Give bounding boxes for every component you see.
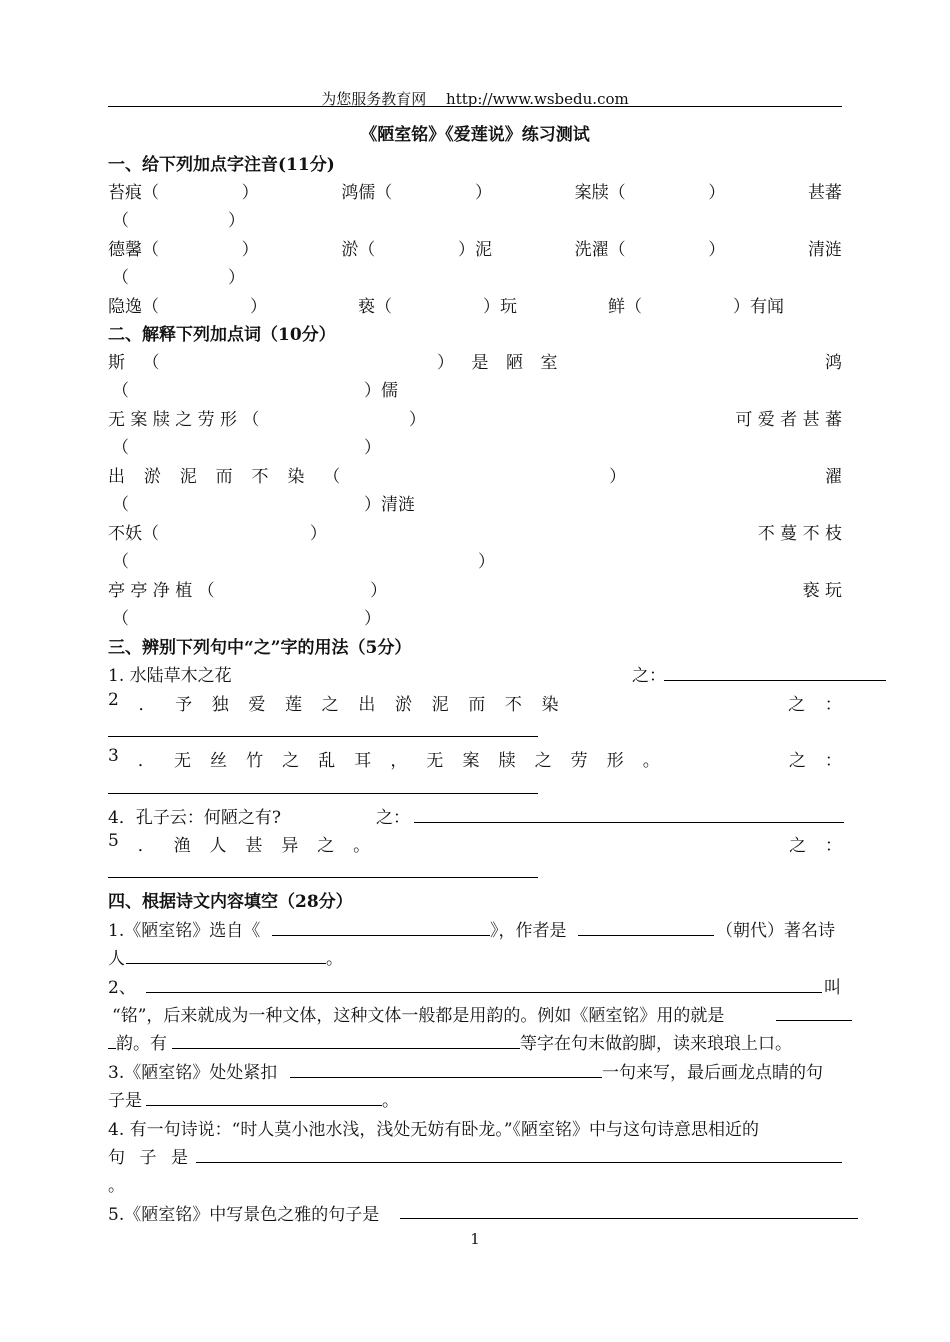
text: 不妖（ xyxy=(108,524,159,544)
text: ． xyxy=(137,751,155,771)
text: 子是 xyxy=(108,1091,142,1111)
explain-row-1 xyxy=(108,348,842,373)
text: 室 xyxy=(540,353,558,373)
answer-blank[interactable] xyxy=(414,822,844,823)
text: 陋 xyxy=(506,353,523,373)
text: ） xyxy=(364,438,381,458)
explain-row-5 xyxy=(108,576,842,601)
text: 无 xyxy=(173,751,191,771)
answer-blank[interactable] xyxy=(108,736,538,737)
text: 1.《陋室铭》选自《 xyxy=(108,921,261,941)
zhi-q1: 1. 水陆草木之花 xyxy=(108,666,232,686)
answer-blank[interactable] xyxy=(108,877,538,878)
text: 耳 xyxy=(354,751,372,771)
text: 案牍（ xyxy=(574,183,626,203)
page-number: 1 xyxy=(470,1230,480,1248)
text: 是 xyxy=(171,1148,188,1168)
text: 不 xyxy=(251,467,269,487)
text: ） xyxy=(408,410,426,430)
text: 2、 xyxy=(108,978,136,998)
text: 2 xyxy=(108,690,119,710)
text: ）清涟 xyxy=(364,495,415,515)
text: 》，作者是 xyxy=(490,921,567,941)
text: 濯 xyxy=(825,467,842,487)
text: 不 xyxy=(504,695,522,715)
text: ） xyxy=(241,240,259,260)
answer-blank[interactable] xyxy=(108,1048,116,1049)
text: ） xyxy=(250,297,267,317)
text: 渔 xyxy=(173,836,191,856)
text: ： xyxy=(824,695,842,715)
text: 莲 xyxy=(285,695,303,715)
text: 独 xyxy=(211,695,229,715)
answer-blank[interactable] xyxy=(290,1077,602,1078)
section-1-heading: 一、给下列加点字注音(11分) xyxy=(108,155,335,175)
text: 清涟 xyxy=(807,240,842,260)
page-header: 为您服务教育网 http://www.wsbedu.com xyxy=(321,90,629,108)
answer-blank[interactable] xyxy=(172,1048,520,1049)
text: 无 xyxy=(426,751,444,771)
text: 叫 xyxy=(824,978,841,998)
text: 淤 xyxy=(394,695,412,715)
answer-blank[interactable] xyxy=(664,680,886,681)
text: （ xyxy=(142,353,160,373)
text: 子 xyxy=(139,1148,157,1168)
text: 淤（ xyxy=(341,240,376,260)
answer-blank[interactable] xyxy=(400,1218,858,1219)
text: 甚 xyxy=(245,836,263,856)
text: 竹 xyxy=(246,751,264,771)
text: （ xyxy=(323,467,341,487)
text: 之 xyxy=(788,751,806,771)
text: （ xyxy=(112,268,129,288)
text: ， xyxy=(390,751,408,771)
text: ） xyxy=(708,240,726,260)
text: 牍 xyxy=(498,751,516,771)
text: 之 xyxy=(282,751,300,771)
text: ） xyxy=(228,268,245,288)
answer-blank[interactable] xyxy=(126,963,326,964)
pinyin-row-3 xyxy=(108,292,784,317)
section-3-heading: 三、辨别下列句中“之”字的用法（5分） xyxy=(108,638,412,658)
text: 韵。有 xyxy=(116,1034,167,1054)
text: ） xyxy=(364,609,381,629)
zhi-q3-row xyxy=(108,746,842,771)
text: （ xyxy=(112,211,129,231)
document-title: 《陋室铭》《爱莲说》练习测试 xyxy=(360,125,590,145)
text: 异 xyxy=(281,836,299,856)
text: ． xyxy=(137,836,155,856)
text: 人 xyxy=(108,949,125,969)
text: ）儒 xyxy=(364,381,398,401)
text: 4. 有一句诗说：“时人莫小池水浅，浅处无妨有卧龙。”《陋室铭》中与这句诗意思相近的 xyxy=(108,1120,760,1140)
text: 。 xyxy=(382,1091,399,1111)
text: （ xyxy=(112,438,129,458)
text: （ xyxy=(112,609,129,629)
text: （朝代）著名诗 xyxy=(716,921,835,941)
text: ） xyxy=(370,581,388,601)
text: ）有闻 xyxy=(733,297,784,317)
header-rule xyxy=(108,106,842,107)
pinyin-row-1 xyxy=(108,178,842,203)
text: ） xyxy=(708,183,726,203)
text: 一句来写，最后画龙点睛的句 xyxy=(602,1063,823,1083)
text: ： xyxy=(824,836,842,856)
text: 亵（ xyxy=(358,297,392,317)
text: 斯 xyxy=(108,353,125,373)
text: 乱 xyxy=(318,751,336,771)
text: 。 xyxy=(353,836,371,856)
text: “铭”，后来就成为一种文体，这种文体一般都是用韵的。例如《陋室铭》用的就是 xyxy=(112,1006,725,1026)
text: 案 xyxy=(462,751,480,771)
text: 予 xyxy=(175,695,193,715)
text: 染 xyxy=(541,695,559,715)
text: 鸿儒（ xyxy=(341,183,393,203)
text: 劳 xyxy=(570,751,588,771)
text: 鲜（ xyxy=(608,297,642,317)
text: 鸿 xyxy=(825,353,842,373)
zhi-q2-row xyxy=(108,690,842,715)
text: 苔痕（ xyxy=(108,183,159,203)
text xyxy=(108,1143,188,1168)
text: 无 案 牍 之 劳 形 （ xyxy=(108,410,260,430)
text: ） xyxy=(309,524,327,544)
text: 甚蕃 xyxy=(807,183,842,203)
zhi-q5-row xyxy=(108,831,842,856)
section-2-heading: 二、解释下列加点词（10分） xyxy=(108,325,336,345)
text: 洗濯（ xyxy=(574,240,626,260)
text: 5.《陋室铭》中写景色之雅的句子是 xyxy=(108,1205,380,1225)
text: ）玩 xyxy=(483,297,517,317)
text: 丝 xyxy=(210,751,228,771)
text: 亭 亭 净 植 （ xyxy=(108,581,215,601)
text: ） xyxy=(437,353,454,373)
zhi-q4-label: 之： xyxy=(376,808,410,828)
zhi-q4: 4．孔子云：何陋之有? xyxy=(108,808,281,828)
text: 。 xyxy=(642,751,660,771)
text: 之 xyxy=(789,836,807,856)
text: 。 xyxy=(108,1176,125,1196)
text: 爱 xyxy=(248,695,266,715)
text: （ xyxy=(112,381,129,401)
answer-blank[interactable] xyxy=(146,992,822,993)
text: 泥 xyxy=(179,467,197,487)
text: ） xyxy=(241,183,259,203)
text: 人 xyxy=(209,836,227,856)
text: 出 xyxy=(358,695,376,715)
text: ） xyxy=(228,211,245,231)
answer-blank[interactable] xyxy=(578,935,714,936)
text: 等字在句末做韵脚，读来琅琅上口。 xyxy=(520,1034,792,1054)
text: 之 xyxy=(534,751,552,771)
answer-blank[interactable] xyxy=(108,793,538,794)
text: 3.《陋室铭》处处紧扣 xyxy=(108,1063,278,1083)
answer-blank[interactable] xyxy=(146,1105,382,1106)
answer-blank[interactable] xyxy=(196,1162,842,1163)
zhi-q1-label: 之： xyxy=(632,666,666,686)
text: 淤 xyxy=(143,467,161,487)
text: 可 爱 者 甚 蕃 xyxy=(735,410,842,430)
text: ） xyxy=(609,467,627,487)
text: （ xyxy=(112,495,129,515)
text: ． xyxy=(138,695,156,715)
text: ） xyxy=(478,552,495,572)
text: ： xyxy=(824,751,842,771)
explain-row-2 xyxy=(108,405,842,430)
text: 之 xyxy=(788,695,806,715)
text: 而 xyxy=(215,467,233,487)
text: 隐逸（ xyxy=(108,297,159,317)
text: 之 xyxy=(317,836,335,856)
answer-blank[interactable] xyxy=(272,935,490,936)
text: 德馨（ xyxy=(108,240,159,260)
text: 出 xyxy=(108,467,125,487)
text: ）泥 xyxy=(457,240,492,260)
text: 3 xyxy=(108,746,119,766)
text: 亵 玩 xyxy=(802,581,842,601)
answer-blank[interactable] xyxy=(776,1020,852,1021)
text: 。 xyxy=(326,949,343,969)
section-4-heading: 四、根据诗文内容填空（28分） xyxy=(108,892,353,912)
text: 5 xyxy=(108,831,119,851)
text: 而 xyxy=(468,695,486,715)
explain-row-3 xyxy=(108,462,842,487)
text: 句 xyxy=(108,1148,125,1168)
explain-row-4 xyxy=(108,519,842,544)
text: 是 xyxy=(471,353,489,373)
text: 染 xyxy=(287,467,305,487)
pinyin-row-2 xyxy=(108,235,842,260)
text: ） xyxy=(474,183,492,203)
text: 不 蔓 不 枝 xyxy=(757,524,842,544)
text: 之 xyxy=(321,695,339,715)
text: 泥 xyxy=(431,695,449,715)
text: 形 xyxy=(606,751,624,771)
text: （ xyxy=(112,552,129,572)
